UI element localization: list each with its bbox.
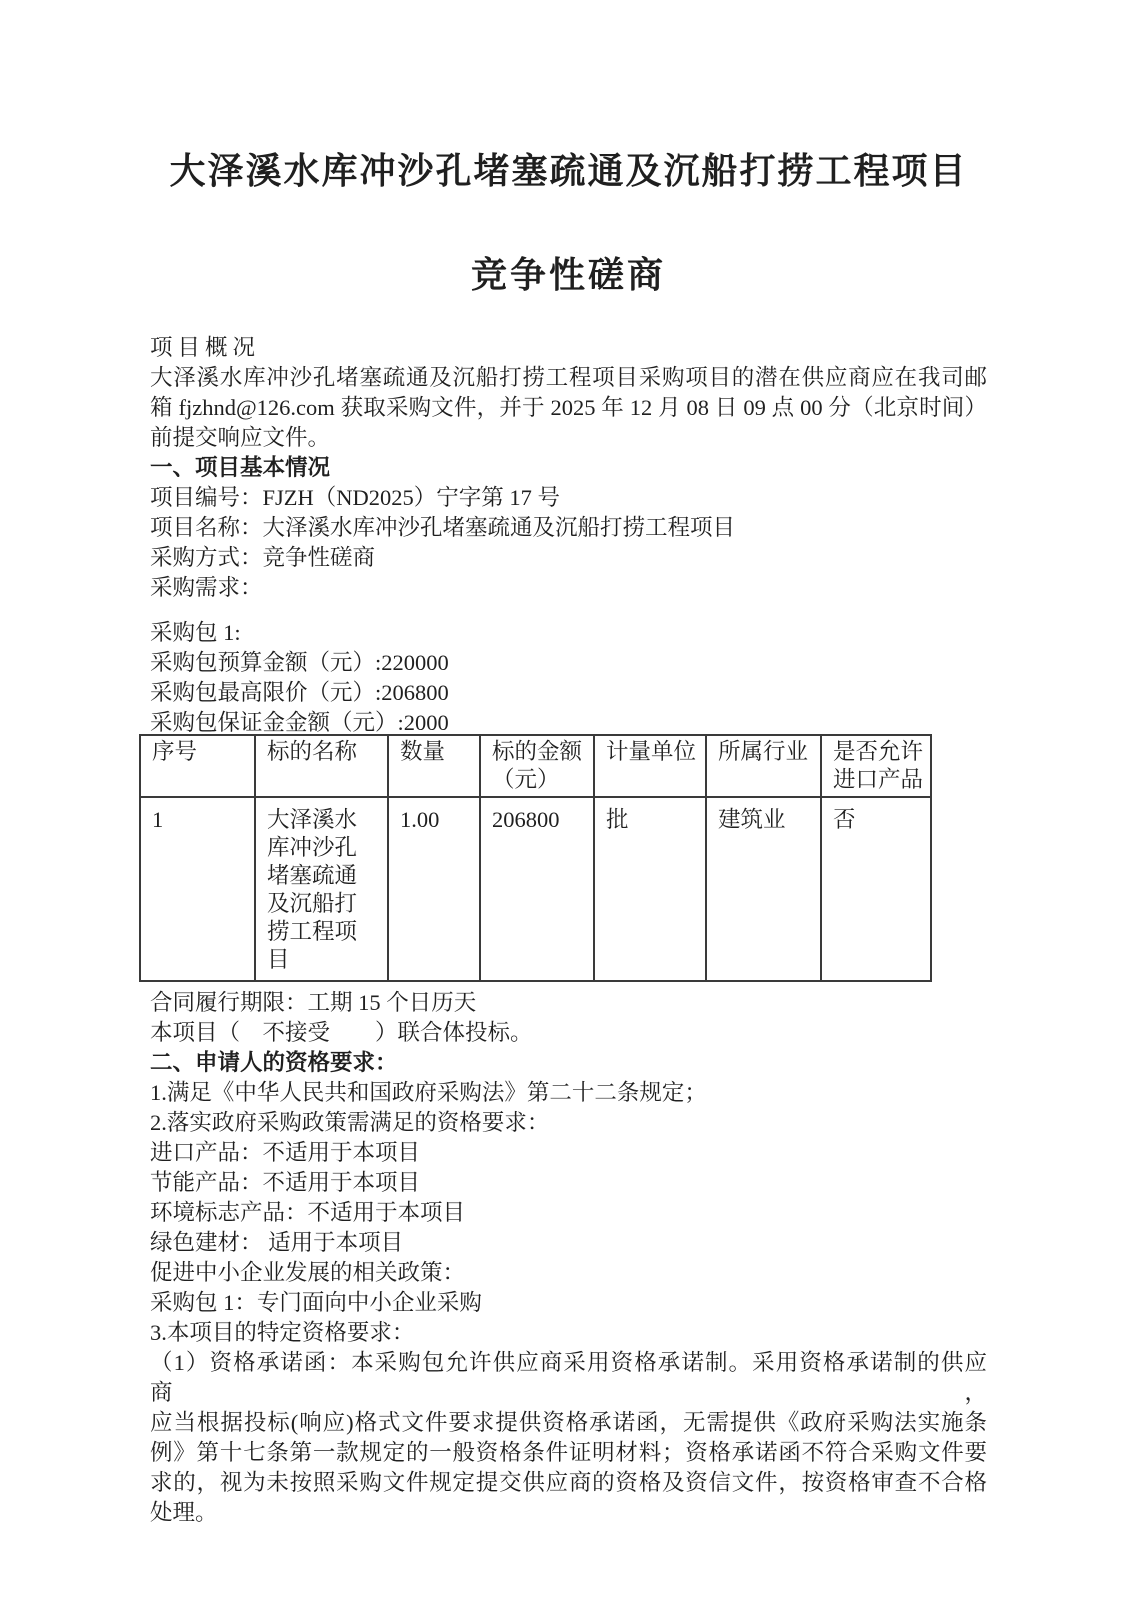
qualification-para-line-2: 应当根据投标(响应)格式文件要求提供资格承诺函，无需提供《政府采购法实施条	[150, 1410, 987, 1435]
cell-subject-name-text: 大泽溪水库冲沙孔堵塞疏通及沉船打捞工程项目	[267, 807, 358, 972]
policy-energy-saving-products: 节能产品：不适用于本项目	[150, 1170, 421, 1195]
qualification-item-1: 1.满足《中华人民共和国政府采购法》第二十二条规定；	[150, 1080, 707, 1105]
policy-import-products: 进口产品：不适用于本项目	[150, 1140, 421, 1165]
policy-sme-procurement: 采购包 1：专门面向中小企业采购	[150, 1290, 482, 1315]
header-cell-quantity: 数量	[388, 735, 480, 797]
section2-heading: 二、申请人的资格要求：	[150, 1050, 398, 1075]
field-project-number: 项目编号：FJZH（ND2025）宁字第 17 号	[150, 485, 561, 510]
cell-import-allowed: 否	[821, 797, 931, 981]
header-cell-amount: 标的金额（元）	[480, 735, 594, 797]
qualification-para-line-1: （1）资格承诺函：本采购包允许供应商采用资格承诺制。采用资格承诺制的供应商，	[150, 1350, 987, 1405]
section1-heading: 一、项目基本情况	[150, 455, 331, 480]
cell-seq: 1	[140, 797, 255, 981]
field-procurement-method: 采购方式：竞争性磋商	[150, 545, 376, 570]
header-cell-industry: 所属行业	[706, 735, 821, 797]
policy-green-building-materials: 绿色建材： 适用于本项目	[150, 1230, 404, 1255]
special-qualification-heading: 3.本项目的特定资格要求：	[150, 1320, 415, 1345]
field-project-name: 项目名称：大泽溪水库冲沙孔堵塞疏通及沉船打捞工程项目	[150, 515, 736, 540]
header-cell-seq: 序号	[140, 735, 255, 797]
overview-line-2: 箱 fjzhnd@126.com 获取采购文件，并于 2025 年 12 月 08 日 09 点 00 分（北京时间）	[150, 395, 987, 420]
document-title: 大泽溪水库冲沙孔堵塞疏通及沉船打捞工程项目	[169, 151, 968, 191]
package-max-price: 采购包最高限价（元）:206800	[150, 680, 449, 705]
policy-environmental-label-products: 环境标志产品：不适用于本项目	[150, 1200, 466, 1225]
field-procurement-demand: 采购需求：	[150, 575, 263, 600]
qualification-item-2: 2.落实政府采购政策需满足的资格要求：	[150, 1110, 550, 1135]
procurement-items-table	[139, 734, 932, 982]
qualification-para-line-3: 例》第十七条第一款规定的一般资格条件证明材料；资格承诺函不符合采购文件要	[150, 1440, 987, 1465]
table-row	[140, 797, 931, 981]
document-subtitle: 竞争性磋商	[470, 255, 666, 295]
after-table-block	[150, 988, 987, 1528]
overview-line-1: 大泽溪水库冲沙孔堵塞疏通及沉船打捞工程项目采购项目的潜在供应商应在我司邮	[150, 365, 987, 390]
cell-quantity: 1.00	[388, 797, 480, 981]
table-header-row	[140, 735, 931, 797]
consortium-bid-line: 本项目（ 不接受 ）联合体投标。	[150, 1020, 533, 1045]
contract-period-line: 合同履行期限：工期 15 个日历天	[150, 990, 477, 1015]
header-cell-import-allowed: 是否允许进口产品	[821, 735, 931, 797]
header-cell-subject-name: 标的名称	[255, 735, 388, 797]
cell-subject-name	[255, 797, 388, 981]
overview-heading: 项目概况	[150, 335, 261, 360]
package-budget: 采购包预算金额（元）:220000	[150, 650, 449, 675]
package-heading: 采购包 1:	[150, 620, 241, 645]
qualification-para-line-4: 求的，视为未按照采购文件规定提交供应商的资格及资信文件，按资格审查不合格	[150, 1470, 987, 1495]
header-cell-unit: 计量单位	[594, 735, 706, 797]
qualification-para-line-5: 处理。	[150, 1500, 218, 1525]
cell-amount: 206800	[480, 797, 594, 981]
overview-line-3: 前提交响应文件。	[150, 425, 331, 450]
blank-line	[150, 603, 987, 618]
document-body	[150, 333, 987, 1528]
policy-sme-development: 促进中小企业发展的相关政策：	[150, 1260, 466, 1285]
cell-unit: 批	[594, 797, 706, 981]
package-deposit: 采购包保证金金额（元）:2000	[150, 710, 449, 735]
cell-industry: 建筑业	[706, 797, 821, 981]
